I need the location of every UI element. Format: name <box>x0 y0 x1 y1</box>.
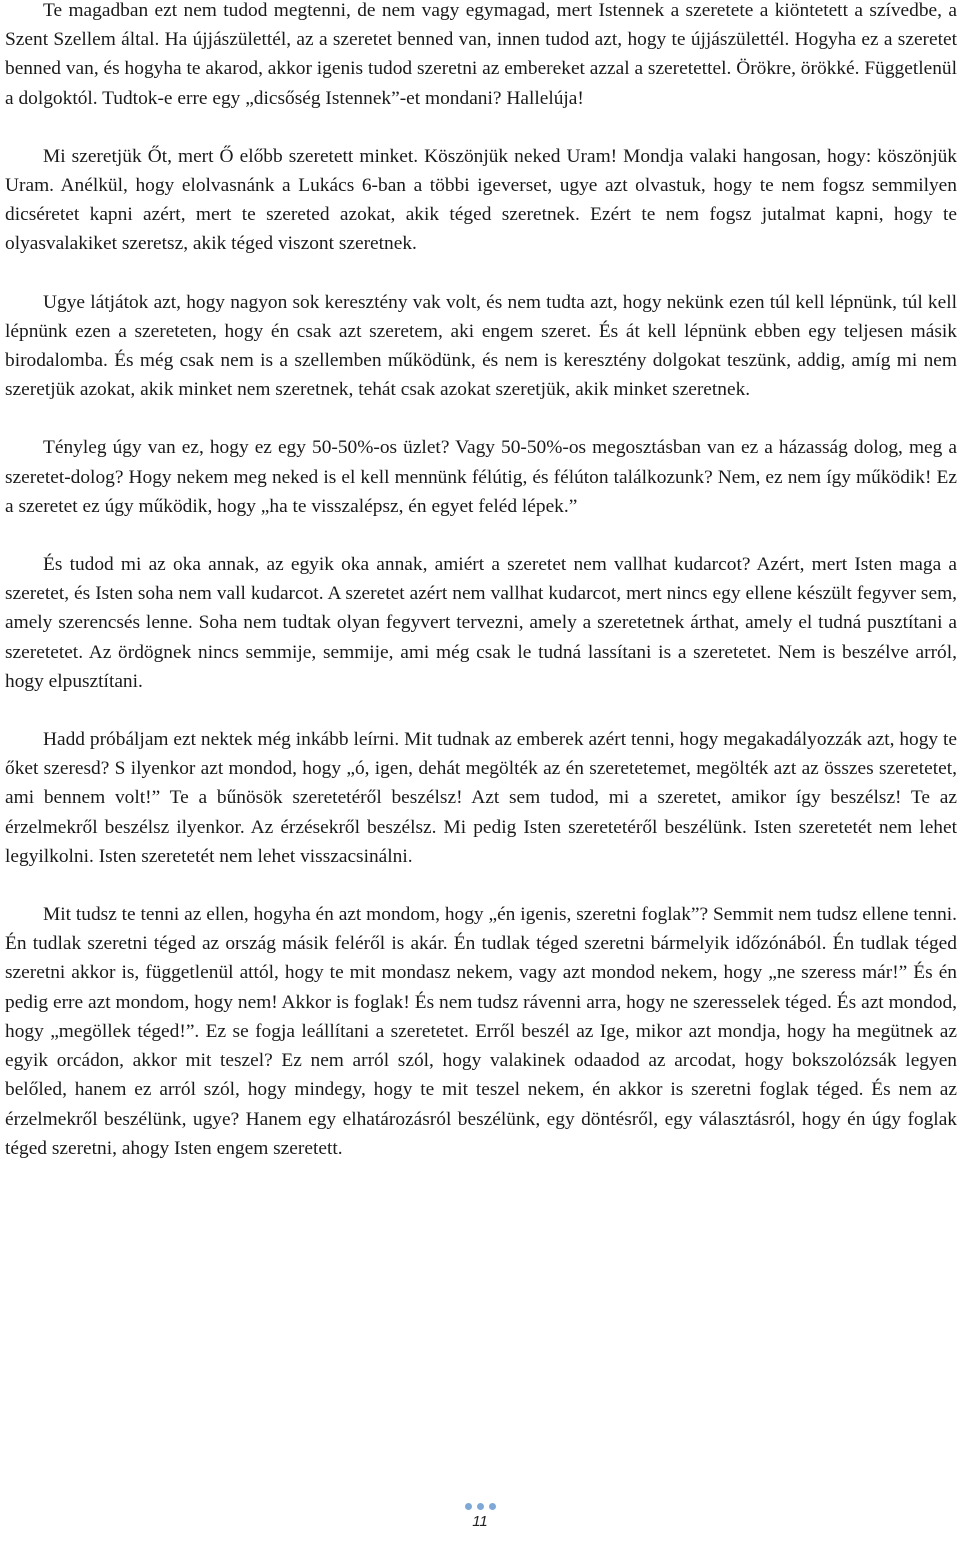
paragraph: Mi szeretjük Őt, mert Ő előbb szeretett minket. Köszönjük neked Uram! Mondja valaki hangosan, hogy: köszönjük Uram. Anélkül, hogy elolvasnánk a Lukács 6-ban a többi igeverset, ugye azt olvastuk, hogy te nem fogsz semmilyen dicséretet kapni azért, mert te szereted azokat, akik téged szeretnek. Ezért te nem fogsz jutalmat kapni, hogy te olyasvalakiket szeretsz, akik téged viszont szeretnek. <box>5 145 957 255</box>
paragraph: És tudod mi az oka annak, az egyik oka annak, amiért a szeretet nem vallhat kudarcot? Azért, mert Isten maga a szeretet, és Isten soha nem vall kudarcot. A szeretet azért nem vallhat kudarcot, mert nincs egy ellene készült fegyver sem, amely szerencsés lenne. Soha nem tudtak olyan fegyvert tervezni, amely a szeretetnek árthat, amely el tudná pusztítani a szeretetet. Az ördögnek nincs semmije, semmije, ami még csak le tudná lassítani is a szeretetet. Nem is beszélve arról, hogy elpusztítani. <box>5 554 957 692</box>
dot-icon <box>489 1503 496 1510</box>
ellipsis-dots-icon <box>0 1503 960 1510</box>
paragraph: Hadd próbáljam ezt nektek még inkább leírni. Mit tudnak az emberek azért tenni, hogy megakadályozzák azt, hogy te őket szeresd? S ilyenkor azt mondod, hogy „ó, igen, dehát megölték az én szeretetemet, megölték azt az összes szeretetet, ami bennem volt!” Te a bűnösök szeretetéről beszélsz! Azt sem tudod, mi a szeretet, amikor így beszélsz! Te az érzelmekről beszélsz ilyenkor. Az érzésekről beszélsz. Mi pedig Isten szeretetéről beszélünk. Isten szeretetét nem lehet legyilkolni. Isten szeretetét nem lehet visszacsinálni. <box>5 729 957 867</box>
dot-icon <box>477 1503 484 1510</box>
paragraph: Mit tudsz te tenni az ellen, hogyha én azt mondom, hogy „én igenis, szeretni foglak”? Semmit nem tudsz ellene tenni. Én tudlak szeretni téged az ország másik feléről is akár. Én tudlak téged szeretni bármelyik időzónából. Én tudlak téged szeretni akkor is, függetlenül attól, hogy te mit mondasz nekem, vagy azt mondod nekem, hogy „ne szeress már!” És én pedig erre azt mondom, hogy nem! Akkor is foglak! És nem tudsz rávenni arra, hogy ne szeresselek téged. És azt mondod, hogy „megöllek téged!”. Ez se fogja leállítani a szeretetet. Erről beszél az Ige, mikor azt mondja, hogy ha megütnek az egyik orcádon, akkor mit teszel? Ez nem arról szól, hogy valakinek odaadod az arcodat, hogy bokszolózsák legyen belőled, hanem ez arról szól, hogy mindegy, hogy te mit teszel nekem, én akkor is szeretni foglak téged. És nem az érzelmekről beszélünk, ugye? Hanem egy elhatározásról beszélünk, egy döntésről, egy választásról, hogy én úgy foglak téged szeretni, ahogy Isten engem szeretett. <box>5 904 957 1159</box>
paragraph: Tényleg úgy van ez, hogy ez egy 50-50%-os üzlet? Vagy 50-50%-os megosztásban van ez a házasság dolog, meg a szeretet-dolog? Hogy nekem meg neked is el kell mennünk félútig, és félúton találkozunk? Nem, ez nem így működik! Ez a szeretet ez úgy működik, hogy „ha te visszalépsz, én egyet feléd lépek.” <box>5 437 957 517</box>
dot-icon <box>465 1503 472 1510</box>
page-number: 11 <box>472 1513 488 1530</box>
page-footer <box>0 1503 960 1531</box>
paragraph: Ugye látjátok azt, hogy nagyon sok keresztény vak volt, és nem tudta azt, hogy nekünk ezen túl kell lépnünk, túl kell lépnünk ezen a szereteten, hogy én csak azt szeretem, aki engem szeret. És át kell lépnünk ebben egy teljesen másik birodalomba. És még csak nem is a szellemben működünk, és nem is keresztény dolgokat teszünk, addig, amíg mi nem szeretjük azokat, akik minket nem szeretnek, tehát csak azokat szeretjük, akik minket szeretnek. <box>5 291 957 401</box>
document-body <box>5 0 957 1192</box>
paragraph: Te magadban ezt nem tudod megtenni, de nem vagy egymagad, mert Istennek a szeretete a kiöntetett a szívedbe, a Szent Szellem által. Ha újjászülettél, az a szeretet benned van, innen tudod azt, hogy te újjászülettél. Hogyha ez a szeretet benned van, és hogyha te akarod, akkor igenis tudod szeretni az embereket azzal a szeretettel. Örökre, örökké. Függetlenül a dolgoktól. Tudtok-e erre egy „dicsőség Istennek”-et mondani? Hallelúja! <box>5 0 957 109</box>
